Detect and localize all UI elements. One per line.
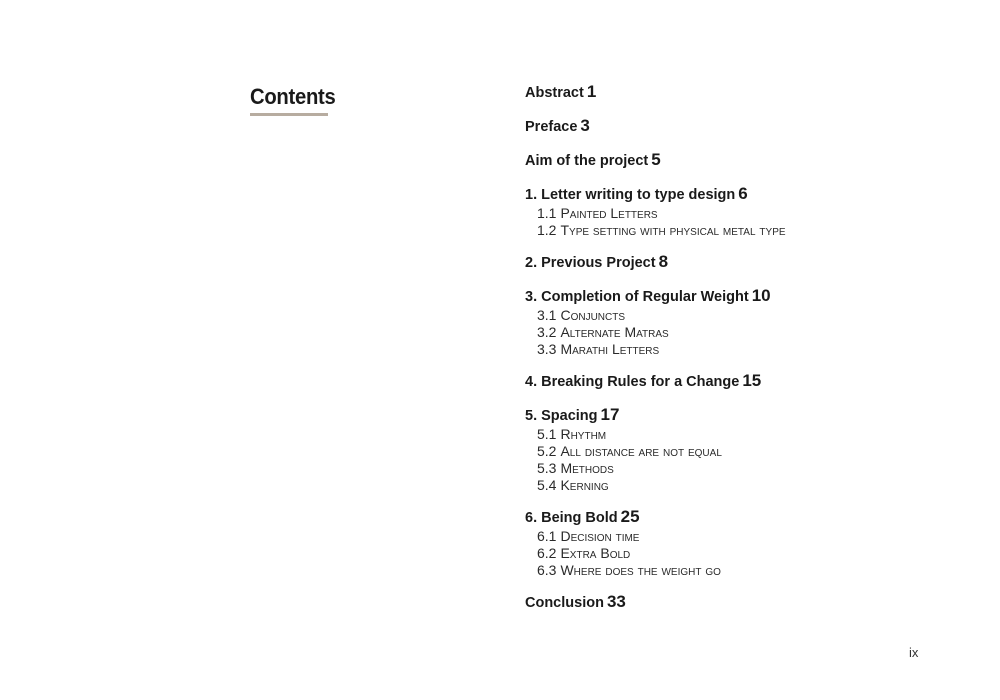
toc-subentry bbox=[525, 205, 965, 222]
toc-entry-page: 1 bbox=[586, 82, 597, 101]
toc-subentry-label: Extra Bold bbox=[560, 545, 631, 561]
toc-subentry-number: 5.4 bbox=[537, 477, 557, 493]
toc-subentry-label: Kerning bbox=[560, 477, 609, 493]
toc-entry-page: 33 bbox=[606, 592, 626, 611]
toc-subentry-label: Painted Letters bbox=[560, 205, 658, 221]
toc-subentry bbox=[525, 528, 965, 545]
toc-entry-line bbox=[525, 371, 965, 392]
toc-entry-title: Aim of the project bbox=[525, 153, 649, 169]
toc-subentry bbox=[525, 443, 965, 460]
toc-subentry-label: Where does the weight go bbox=[560, 562, 721, 578]
toc-entry-line bbox=[525, 116, 965, 137]
toc-subentry-number: 6.1 bbox=[537, 528, 557, 544]
toc-entry-page: 15 bbox=[742, 371, 762, 390]
contents-heading: Contents bbox=[250, 84, 336, 109]
toc-entry bbox=[525, 150, 965, 171]
toc-entry bbox=[525, 371, 965, 392]
toc-subentry-number: 1.1 bbox=[537, 205, 557, 221]
toc-subentry-label: Methods bbox=[560, 460, 614, 476]
toc-entry bbox=[525, 405, 965, 494]
toc-subentry-label: Type setting with physical metal type bbox=[560, 222, 786, 238]
page-number: ix bbox=[909, 645, 919, 660]
toc-subentry-number: 5.1 bbox=[537, 426, 557, 442]
toc-entry-page: 25 bbox=[620, 507, 640, 526]
toc-subentry bbox=[525, 324, 965, 341]
toc-entry bbox=[525, 252, 965, 273]
toc-subentry-label: All distance are not equal bbox=[560, 443, 722, 459]
toc-subentry-label: Conjuncts bbox=[560, 307, 626, 323]
toc-subentry-number: 6.3 bbox=[537, 562, 557, 578]
toc-subentry-number: 3.1 bbox=[537, 307, 557, 323]
toc-subentry-label: Alternate Matras bbox=[560, 324, 669, 340]
toc-subentry-label: Decision time bbox=[560, 528, 640, 544]
toc-entry bbox=[525, 184, 965, 239]
toc-subentry bbox=[525, 545, 965, 562]
toc-entry-title: Preface bbox=[525, 119, 578, 135]
toc-entry-line bbox=[525, 592, 965, 613]
toc-entry-page: 3 bbox=[580, 116, 590, 135]
toc-entry bbox=[525, 507, 965, 579]
toc-entry-title: 4. Breaking Rules for a Change bbox=[525, 374, 740, 390]
toc-entry-title: 2. Previous Project bbox=[525, 255, 656, 271]
toc-subentry-number: 5.3 bbox=[537, 460, 557, 476]
toc-entry-title: 1. Letter writing to type design bbox=[525, 187, 736, 203]
toc-entry bbox=[525, 286, 965, 358]
toc-entry-line bbox=[525, 252, 965, 273]
toc-entry-title: 5. Spacing bbox=[525, 408, 598, 424]
toc-entry-line bbox=[525, 184, 965, 205]
toc-subentry bbox=[525, 341, 965, 358]
toc-subentry-number: 1.2 bbox=[537, 222, 557, 238]
toc-subentry bbox=[525, 307, 965, 324]
toc-entry bbox=[525, 82, 965, 103]
toc-subentry bbox=[525, 222, 965, 239]
heading-underline bbox=[250, 113, 328, 116]
toc-entry-line bbox=[525, 405, 965, 426]
toc-entry-page: 6 bbox=[738, 184, 748, 203]
toc-entry bbox=[525, 116, 965, 137]
toc-subentry-label: Marathi Letters bbox=[560, 341, 660, 357]
toc-entry bbox=[525, 592, 965, 613]
toc-entry-title: Conclusion bbox=[525, 595, 604, 611]
toc-subentry-number: 3.2 bbox=[537, 324, 557, 340]
toc-subentry bbox=[525, 562, 965, 579]
toc-entry-page: 17 bbox=[600, 405, 620, 424]
toc-subentry bbox=[525, 460, 965, 477]
toc-entry-line bbox=[525, 507, 965, 528]
toc-subentry bbox=[525, 426, 965, 443]
toc-entry-line bbox=[525, 82, 965, 103]
toc-subentry-number: 5.2 bbox=[537, 443, 557, 459]
toc-entry-title: 6. Being Bold bbox=[525, 510, 618, 526]
toc-entry-page: 5 bbox=[651, 150, 661, 169]
table-of-contents bbox=[525, 82, 965, 626]
toc-entry-title: Abstract bbox=[525, 85, 584, 101]
toc-entry-page: 8 bbox=[658, 252, 669, 271]
toc-entry-title: 3. Completion of Regular Weight bbox=[525, 289, 749, 305]
toc-subentry-number: 6.2 bbox=[537, 545, 557, 561]
toc-entry-line bbox=[525, 150, 965, 171]
toc-entry-page: 10 bbox=[751, 286, 771, 305]
toc-entry-line bbox=[525, 286, 965, 307]
toc-subentry-number: 3.3 bbox=[537, 341, 557, 357]
toc-subentry-label: Rhythm bbox=[560, 426, 607, 442]
toc-subentry bbox=[525, 477, 965, 494]
